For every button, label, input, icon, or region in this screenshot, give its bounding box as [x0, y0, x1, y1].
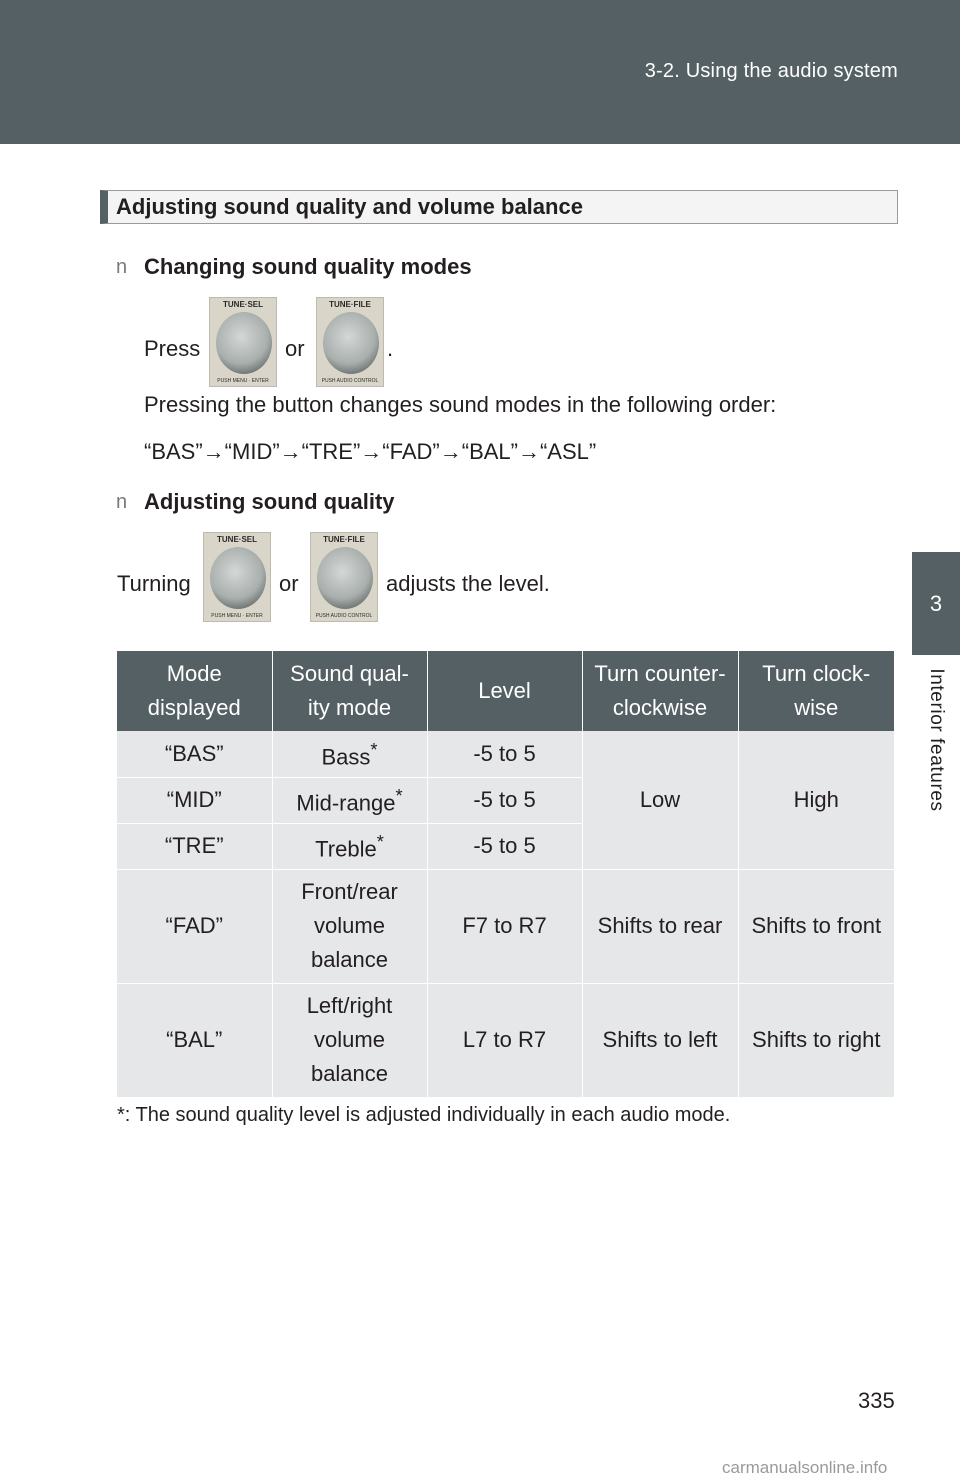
period-text: .	[387, 336, 394, 361]
cell-ccw: Shifts to left	[582, 983, 738, 1097]
adjusts-text: adjusts the level.	[386, 571, 550, 596]
tune-file-knob-icon	[310, 532, 378, 622]
tune-sel-knob-icon	[203, 532, 271, 622]
cell-quality: Bass*	[272, 731, 427, 777]
cell-mode: “MID”	[117, 777, 272, 823]
cell-level: L7 to R7	[427, 983, 582, 1097]
knob-label: TUNE·SEL	[223, 300, 263, 309]
footnote: *: The sound quality level is adjusted individually in each audio mode.	[117, 1104, 731, 1126]
header-level: Level	[427, 651, 582, 731]
cell-cw: Shifts to front	[738, 869, 894, 983]
or-text: or	[279, 571, 299, 596]
header-mode-displayed: Mode displayed	[117, 651, 272, 731]
header-title: 3-2. Using the audio system	[644, 60, 898, 82]
header-turn-ccw: Turn counter- clockwise	[582, 651, 738, 731]
sound-quality-table	[117, 651, 894, 1098]
knob-dial	[323, 312, 379, 374]
knob-bottom-label: PUSH MENU · ENTER	[217, 378, 269, 384]
knob-bottom-label: PUSH AUDIO CONTROL	[315, 613, 373, 619]
header-sound-quality-mode: Sound qual- ity mode	[272, 651, 427, 731]
table-header-row	[117, 651, 894, 731]
cell-mode: “FAD”	[117, 869, 272, 983]
table-row	[117, 731, 894, 777]
bullet-icon: n	[116, 256, 128, 278]
cell-level: -5 to 5	[427, 731, 582, 777]
tune-file-knob-icon	[316, 297, 384, 387]
chapter-tab	[912, 552, 960, 655]
knob-bottom-label: PUSH MENU · ENTER	[211, 613, 263, 619]
cell-quality: Left/right volume balance	[272, 983, 427, 1097]
cell-mode: “BAS”	[117, 731, 272, 777]
table-row	[117, 983, 894, 1097]
press-text: Press	[144, 336, 201, 361]
knob-dial	[210, 547, 266, 609]
page-number: 335	[858, 1388, 895, 1413]
knob-dial	[317, 547, 373, 609]
knob-bottom-label: PUSH AUDIO CONTROL	[321, 378, 379, 384]
order-intro: Pressing the button changes sound modes in the following order:	[144, 392, 777, 417]
cell-cw: Shifts to right	[738, 983, 894, 1097]
cell-quality: Treble*	[272, 823, 427, 869]
cell-level: -5 to 5	[427, 823, 582, 869]
subheading-adjusting: Adjusting sound quality	[144, 489, 395, 514]
subheading-changing: Changing sound quality modes	[144, 254, 472, 279]
knob-label: TUNE·FILE	[329, 300, 371, 309]
knob-label: TUNE·FILE	[323, 535, 365, 544]
tune-sel-knob-icon	[209, 297, 277, 387]
cell-level: F7 to R7	[427, 869, 582, 983]
page-header	[0, 0, 960, 144]
watermark: carmanualsonline.info	[722, 1458, 888, 1477]
turning-text: Turning	[117, 571, 191, 596]
cell-ccw-low: Low	[582, 731, 738, 869]
table-row	[117, 869, 894, 983]
cell-level: -5 to 5	[427, 777, 582, 823]
bullet-icon: n	[116, 491, 128, 513]
knob-label: TUNE·SEL	[217, 535, 257, 544]
or-text: or	[285, 336, 305, 361]
section-heading-bar	[100, 190, 898, 224]
section-title: Adjusting sound quality and volume balance	[116, 194, 583, 219]
chapter-number: 3	[929, 590, 943, 616]
cell-quality: Mid-range*	[272, 777, 427, 823]
cell-ccw: Shifts to rear	[582, 869, 738, 983]
header-turn-cw: Turn clock- wise	[738, 651, 894, 731]
chapter-label: Interior features	[926, 668, 947, 812]
cell-mode: “BAL”	[117, 983, 272, 1097]
cell-cw-high: High	[738, 731, 894, 869]
cell-mode: “TRE”	[117, 823, 272, 869]
knob-dial	[216, 312, 272, 374]
cell-quality: Front/rear volume balance	[272, 869, 427, 983]
mode-order: “BAS”→“MID”→“TRE”→“FAD”→“BAL”→“ASL”	[144, 439, 597, 464]
